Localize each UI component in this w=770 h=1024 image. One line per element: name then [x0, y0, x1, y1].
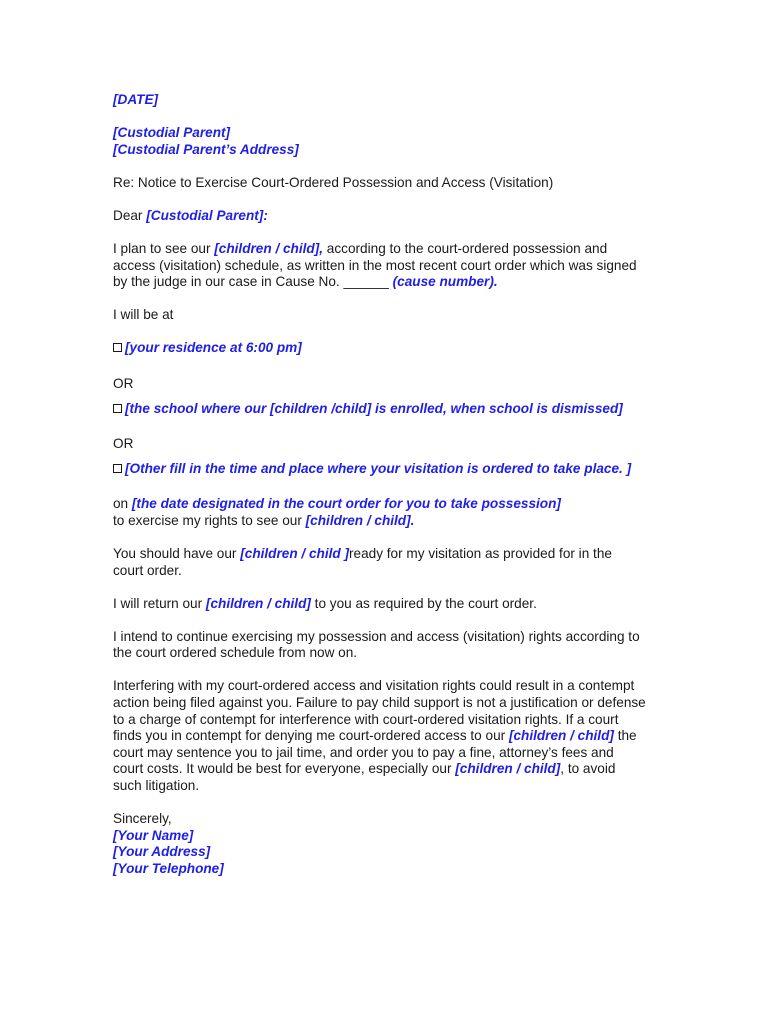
- sincerely: Sincerely,: [113, 811, 172, 827]
- checkbox-other[interactable]: [113, 464, 122, 473]
- intend-line2: the court ordered schedule from now on.: [113, 645, 358, 661]
- your-name-placeholder: [Your Name]: [113, 827, 194, 843]
- warning-line6-pre: court costs. It would be best for everyone, especially our: [113, 761, 456, 777]
- ready-children-placeholder: [children / child ]: [240, 546, 349, 561]
- cause-number-placeholder: (cause number).: [392, 274, 498, 290]
- option-2-text: [the school where our [children /child] is enrolled, when school is dismissed]: [125, 400, 623, 416]
- date-block: [113, 92, 673, 109]
- option-1: [113, 340, 673, 357]
- salutation-text: Dear: [113, 207, 147, 223]
- return-children-placeholder: [children / child]: [205, 595, 311, 611]
- return-paragraph: [113, 596, 673, 613]
- ready-post: ready for my visitation as provided for in the: [349, 546, 612, 561]
- warning-line7: such litigation.: [113, 778, 200, 794]
- letter-page: [113, 92, 673, 894]
- ready-paragraph: [113, 546, 673, 579]
- on-pre: on: [113, 496, 132, 512]
- ready-pre: You should have our: [113, 546, 241, 561]
- will-be-at-text: I will be at: [113, 307, 174, 323]
- warning-line1: Interfering with my court-ordered access and visitation rights could result in a contempt: [113, 678, 635, 694]
- warning-line3: to a charge of contempt for interference with court-ordered visitation rights. If a court: [113, 711, 619, 727]
- exercise-pre: to exercise my rights to see our: [113, 512, 306, 528]
- re-line: [113, 175, 673, 192]
- option-2: [113, 401, 673, 418]
- or-label: OR: [113, 436, 134, 452]
- warning-children-placeholder-2: [children / child]: [455, 761, 561, 777]
- salutation-placeholder: [Custodial Parent]:: [146, 207, 268, 223]
- intend-paragraph: [113, 629, 673, 662]
- option-3: [113, 461, 673, 478]
- date-placeholder: [DATE]: [113, 92, 159, 107]
- will-be-at: [113, 307, 673, 324]
- your-telephone-placeholder: [Your Telephone]: [113, 860, 224, 876]
- checkbox-school[interactable]: [113, 404, 122, 413]
- or-1: [113, 376, 673, 393]
- warning-line4-post: the: [613, 728, 637, 744]
- para1-line1-post: according to the court-ordered possession and: [323, 240, 608, 256]
- ready-line2: court order.: [113, 562, 182, 578]
- recipient-block: [113, 125, 673, 158]
- warning-line6-post: , to avoid: [560, 761, 616, 777]
- salutation: [113, 208, 673, 225]
- warning-line5: court may sentence you to jail time, and order you to pay a fine, attorney’s fees and: [113, 744, 614, 760]
- para1-children-placeholder: [children / child],: [214, 240, 324, 256]
- recipient-name: [Custodial Parent]: [113, 125, 231, 141]
- exercise-children-placeholder: [children / child].: [305, 512, 415, 528]
- warning-line4-pre: finds you in contempt for denying me court-ordered access to our: [113, 728, 509, 744]
- return-pre: I will return our: [113, 595, 206, 611]
- para1-line2: access (visitation) schedule, as written in the most recent court order which was signed: [113, 257, 637, 273]
- or-label: OR: [113, 375, 134, 391]
- checkbox-residence[interactable]: [113, 343, 122, 352]
- para1-line1-pre: I plan to see our: [113, 240, 215, 256]
- warning-children-placeholder-1: [children / child]: [508, 728, 614, 744]
- recipient-address: [Custodial Parent’s Address]: [113, 141, 299, 157]
- your-address-placeholder: [Your Address]: [113, 844, 211, 860]
- or-2: [113, 436, 673, 453]
- warning-line2: action being filed against you. Failure to pay child support is not a justification or defense: [113, 695, 646, 711]
- on-date-block: [113, 496, 673, 529]
- re-line-text: Re: Notice to Exercise Court-Ordered Possession and Access (Visitation): [113, 174, 554, 190]
- intend-line1: I intend to continue exercising my possession and access (visitation) rights according to: [113, 628, 640, 644]
- return-post: to you as required by the court order.: [310, 595, 537, 611]
- paragraph-plan: [113, 241, 673, 291]
- warning-paragraph: [113, 678, 673, 794]
- closing-block: [113, 811, 673, 877]
- date-designated-placeholder: [the date designated in the court order for you to take possession]: [131, 496, 561, 512]
- option-1-text: [your residence at 6:00 pm]: [125, 340, 302, 356]
- para1-line3-pre: by the judge in our case in Cause No. ______: [113, 274, 393, 290]
- option-3-text: [Other fill in the time and place where your visitation is ordered to take place. ]: [125, 460, 632, 476]
